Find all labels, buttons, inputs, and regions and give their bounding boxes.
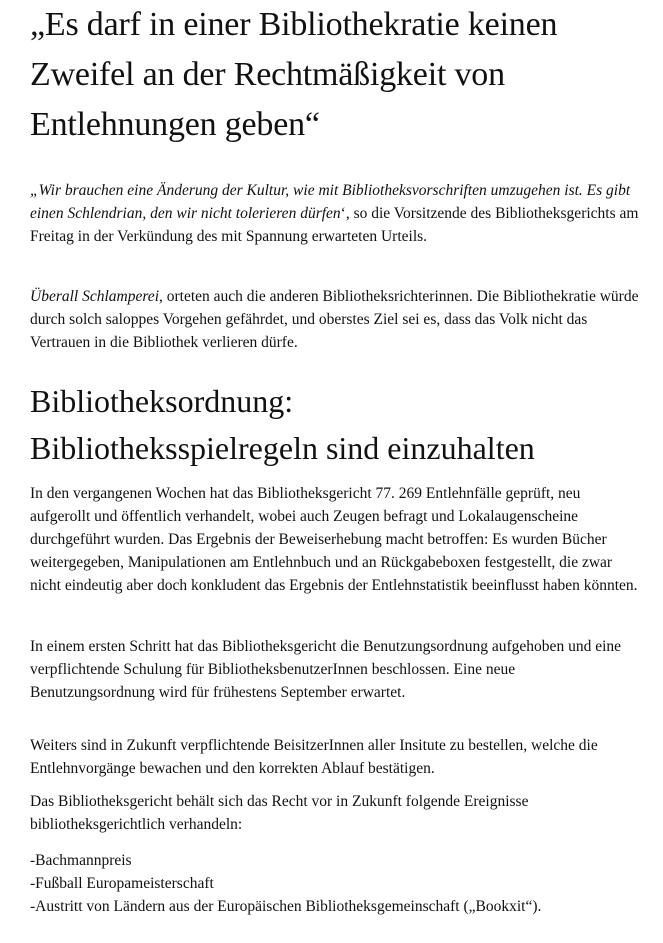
section-heading <box>30 378 660 472</box>
events-list <box>30 849 660 918</box>
list-item: -Austritt von Ländern aus der Europäischen Bibliotheksgemeinschaft („Bookxit“). <box>30 898 542 915</box>
schlamperei-italic: Überall Schlamperei <box>30 288 159 305</box>
paragraph-reservation: Das Bibliotheksgericht behält sich das Recht vor in Zukunft folgende Ereignisse bibliotheksgerichtlich verhandeln: <box>30 793 529 833</box>
paragraph-assessors: Weiters sind in Zukunft verpflichtende BeisitzerInnen aller Insitute zu bestellen, welche die Entlehnvorgänge bewachen und den korrekten Ablauf bestätigen. <box>30 737 598 777</box>
paragraph-first-step: In einem ersten Schritt hat das Bibliotheksgericht die Benutzungsordnung aufgehoben und eine verpflichtende Schulung für BibliotheksbenutzerInnen beschlossen. Eine neue Benutzungsordnung wird für frühestens September erwartet. <box>30 638 622 701</box>
schlamperei-rest: , orteten auch die anderen Bibliotheksrichterinnen. Die Bibliothekratie würde durch solch saloppes Vorgehen gefährdet, und oberstes Ziel sei es, dass das Volk nicht das Vertrauen in die Bibliothek verlieren dürfe. <box>30 288 639 351</box>
paragraph-quote <box>30 179 640 248</box>
list-item: -Bachmannpreis <box>30 852 132 869</box>
section-heading-line2: Bibliotheksspielregeln sind einzuhalten <box>30 430 535 466</box>
main-heading: „Es darf in einer Bibliothekratie keinen Zweifel an der Rechtmäßigkeit von Entlehnungen geben“ <box>30 6 558 143</box>
list-item: -Fußball Europameisterschaft <box>30 875 214 892</box>
paragraph-schlamperei <box>30 285 640 354</box>
section-heading-line1: Bibliotheksordnung: <box>30 383 294 419</box>
quote-close: ‘ <box>340 205 346 222</box>
quote-rest: , so die Vorsitzende des Bibliotheksgerichts am Freitag in der Verkündung des mit Spannung erwarteten Urteils. <box>30 205 639 245</box>
paragraph-investigation: In den vergangenen Wochen hat das Bibliotheksgericht 77. 269 Entlehnfälle geprüft, neu aufgerollt und öffentlich verhandelt, wobei auch Zeugen befragt und Lokalaugenscheine durchgeführt wurden. Das Ergebnis der Beweiserhebung macht betroffen: Es wurden Bücher weitergegeben, Manipulationen am Entlehnbuch und an Rückgabeboxen festgestellt, die zwar nicht eindeutig aber doch konkludent das Ergebnis der Entlehnstatistik beeinflusst haben könnten. <box>30 485 638 594</box>
quote-italic: „Wir brauchen eine Änderung der Kultur, wie mit Bibliotheksvorschriften umzugehen ist. Es gibt einen Schlendrian, den wir nicht tolerieren dürfen <box>30 182 631 222</box>
